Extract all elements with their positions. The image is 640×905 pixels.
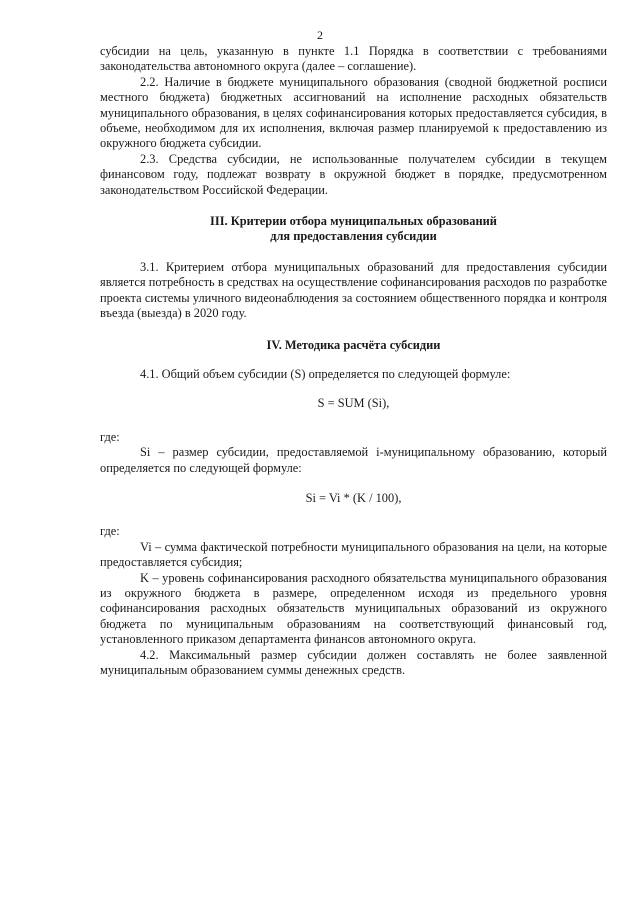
page-number: 2 xyxy=(317,28,323,42)
document-body xyxy=(100,44,607,678)
definition-k: K – уровень софинансирования расходного обязательства муниципального образования из окружного бюджета в размере, определенном исходя из предельного уровня софинансирования расходных обязательств муниципальных образований из окружного бюджета по муниципальным образованиям на соответствующий финансовый год, установленного приказом департамента финансов автономного округа. xyxy=(100,570,607,647)
formula-total-subsidy: S = SUM (Si), xyxy=(317,396,390,411)
paragraph-2-2: 2.2. Наличие в бюджете муниципального образования (сводной бюджетной росписи местного бюджета) бюджетных ассигнований на исполнение расходных обязательств муниципального образования, в целях софинансирования которых предоставляется субсидия, в объеме, необходимом для их исполнения, включая размер планируемой к предоставлению из окружного бюджета субсидии. xyxy=(100,74,607,151)
definition-vi: Vi – сумма фактической потребности муниципального образования на цели, на которые предоставляется субсидия; xyxy=(100,539,607,570)
paragraph-4-2: 4.2. Максимальный размер субсидии должен составлять не более заявленной муниципальным образованием суммы денежных средств. xyxy=(100,647,607,677)
where-label-1: где: xyxy=(100,429,120,444)
formula-si: Si = Vi * (K / 100), xyxy=(305,490,402,505)
paragraph-continuation: субсидии на цель, указанную в пункте 1.1 Порядка в соответствии с требованиями законодательства автономного округа (далее – соглашение). xyxy=(100,44,607,74)
section-heading-3-line2: для предоставления субсидии xyxy=(270,229,437,244)
section-heading-3-line1: III. Критерии отбора муниципальных образований xyxy=(210,214,497,229)
where-label-2: где: xyxy=(100,524,120,539)
definition-si: Si – размер субсидии, предоставляемой i-муниципальному образованию, который определяется по следующей формуле: xyxy=(100,445,607,475)
paragraph-4-1: 4.1. Общий объем субсидии (S) определяется по следующей формуле: xyxy=(140,366,511,381)
paragraph-3-1: 3.1. Критерием отбора муниципальных образований для предоставления субсидии является потребность в средствах на осуществление софинансирования расходов по разработке проекта системы уличного видеонаблюдения за состоянием общественного порядка и контроля въезда (выезда) в 2020 году. xyxy=(100,259,607,321)
paragraph-2-3: 2.3. Средства субсидии, не использованные получателем субсидии в текущем финансовом году, подлежат возврату в окружной бюджет в порядке, предусмотренном законодательством Российской Федерации. xyxy=(100,151,607,197)
section-heading-4: IV. Методика расчёта субсидии xyxy=(266,337,441,352)
